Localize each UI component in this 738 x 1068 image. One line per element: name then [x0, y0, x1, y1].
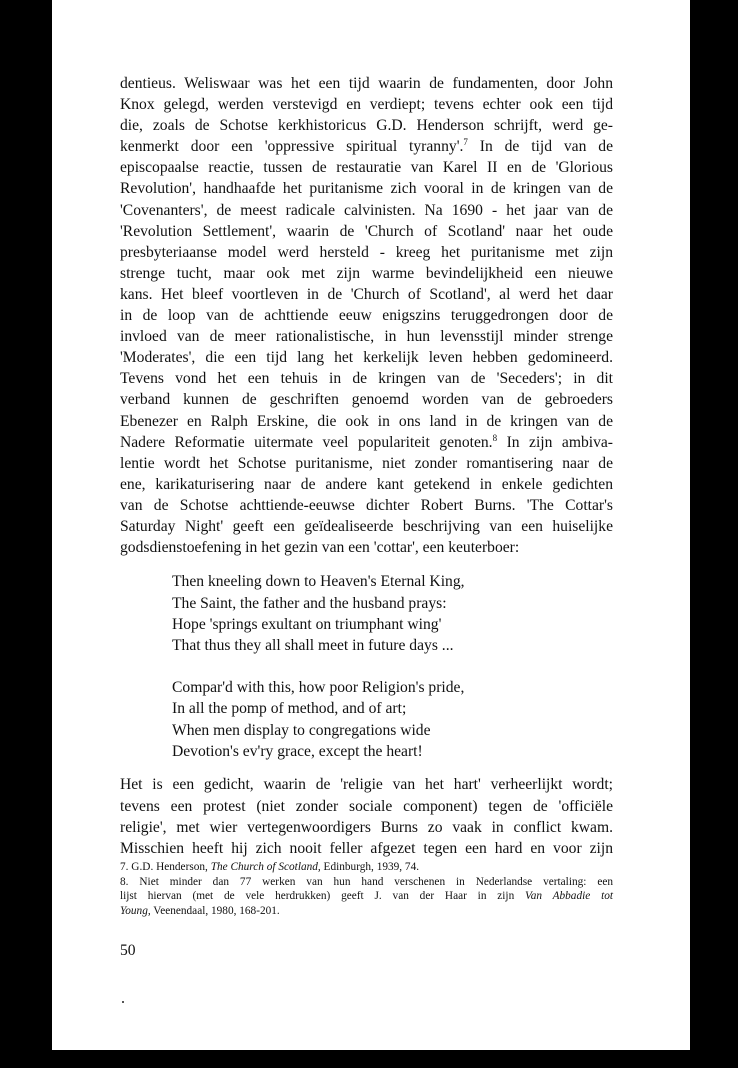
text-line: van de Schotse achttiende-eeuwse dichter Robert Burns. 'The Cottar's: [120, 496, 613, 514]
text-line: godsdienstoefening in het gezin van een 'cottar', een keuterboer:: [120, 539, 520, 557]
footnotes: [120, 860, 613, 918]
poem-line: That thus they all shall meet in future days ...: [172, 637, 454, 655]
text-line: Revolution', handhaafde het puritanisme zich vooral in de kringen van de: [120, 180, 613, 198]
paragraph-2: [120, 774, 613, 858]
footnote-text: lijst hiervan (met de vele herdrukken) geeft J. van der Haar in zijn: [120, 890, 526, 903]
poem-line: Compar'd with this, how poor Religion's pride,: [172, 678, 465, 696]
footnote-8: [120, 875, 613, 919]
text-line: in de loop van de achttiende eeuw enigszins teruggedrongen door de: [120, 307, 613, 325]
poem-line: In all the pomp of method, and of art;: [172, 700, 407, 718]
scan-border-bottom: [0, 1050, 738, 1068]
text-line-segment: Nadere Reformatie uitermate veel populariteit genoten.: [120, 433, 493, 451]
text-line: Knox gelegd, werden verstevigd en verdiept; tevens echter ook een tijd: [120, 96, 613, 114]
footnote-book-title: Young,: [120, 904, 151, 917]
text-line: Ebenezer en Ralph Erskine, die ook in ons land in de kringen van de: [120, 412, 613, 430]
poem-line: Devotion's ev'ry grace, except the heart!: [172, 743, 423, 760]
footnote-book-title: Van Abbadie tot: [525, 890, 613, 903]
text-line: Misschien heeft hij zich nooit feller afgezet tegen een hard en voor zijn: [120, 839, 613, 857]
text-line: invloed van de meer rationalistische, in hun levensstijl minder strenge: [120, 328, 613, 346]
poem-stanza-1: [172, 571, 613, 657]
text-line-segment: In de tijd van de: [479, 138, 613, 156]
text-line: [120, 136, 613, 157]
text-line: [120, 432, 613, 453]
footnote-book-title: The Church of Scotland,: [210, 861, 321, 873]
book-page: [52, 0, 690, 1050]
text-line: dentieus. Weliswaar was het een tijd waarin de fundamenten, door John: [120, 75, 613, 92]
text-line: 'Revolution Settlement', waarin de 'Church of Scotland' naar het oude: [120, 222, 613, 240]
text-line: strenge tucht, maar ook met zijn warme bevindelijkheid een nieuwe: [120, 264, 613, 282]
poem-line: Hope 'springs exultant on triumphant wing': [172, 615, 442, 633]
footnote-text: Veenendaal, 1980, 168-201.: [150, 904, 280, 917]
scan-speck: [122, 1001, 124, 1003]
footnote-line: [120, 889, 613, 904]
text-line: ene, karikaturisering naar de andere kant getekend in enkele gedichten: [120, 475, 613, 493]
scan-border-left: [0, 0, 52, 1068]
text-line-segment: In zijn ambiva-: [506, 433, 613, 451]
footnote-7: [120, 860, 613, 875]
poem-line: Then kneeling down to Heaven's Eternal King,: [172, 573, 465, 591]
text-line: die, zoals de Schotse kerkhistoricus G.D. Henderson schrijft, werd ge-: [120, 117, 613, 135]
text-line: lentie wordt het Schotse puritanisme, niet zonder romantisering naar de: [120, 454, 613, 472]
text-line: Tevens vond het een tehuis in de kringen van de 'Seceders'; in dit: [120, 370, 613, 388]
footnote-text: Edinburgh, 1939, 74.: [320, 861, 420, 873]
scan-border-right: [690, 0, 738, 1068]
poem-line: When men display to congregations wide: [172, 721, 431, 739]
poem-line: The Saint, the father and the husband prays:: [172, 594, 447, 612]
footnote-line: [120, 904, 613, 919]
text-line: Saturday Night' geeft een geïdealiseerde beschrijving van een huiselijke: [120, 517, 613, 535]
text-line: 'Covenanters', de meest radicale calvinisten. Na 1690 - het jaar van de: [120, 201, 613, 219]
poem-quotation: [172, 571, 613, 762]
text-line: religie', met wier vertegenwoordigers Burns zo vaak in conflict kwam.: [120, 818, 613, 836]
text-line: Het is een gedicht, waarin de 'religie van het hart' verheerlijkt wordt;: [120, 776, 613, 794]
page-number: 50: [120, 942, 136, 959]
text-line: verband kunnen de geschriften genoemd worden van de gebroeders: [120, 391, 613, 409]
poem-stanza-2: [172, 677, 613, 763]
note-reference-7: 7: [463, 137, 468, 148]
footnote-text: 7. G.D. Henderson,: [120, 861, 211, 873]
text-line: 'Moderates', die een tijd lang het kerkelijk leven hebben gedomineerd.: [120, 349, 613, 367]
text-line: tevens een protest (niet zonder sociale component) tegen de 'officiële: [120, 797, 613, 815]
text-line: presbyteriaanse model werd hersteld - kreeg het puritanisme met zijn: [120, 243, 613, 261]
text-line: kans. Het bleef voortleven in de 'Church of Scotland', al werd het daar: [120, 285, 613, 303]
footnote-line: 8. Niet minder dan 77 werken van hun hand verschenen in Nederlandse vertaling: een: [120, 875, 613, 888]
body-text: [120, 73, 613, 859]
text-line: episcopaalse reactie, tussen de restauratie van Karel II en de 'Glorious: [120, 159, 613, 177]
note-reference-8: 8: [492, 432, 498, 443]
paragraph-1: [120, 73, 613, 558]
text-line-segment: kenmerkt door een 'oppressive spiritual tyranny'.: [120, 138, 464, 156]
